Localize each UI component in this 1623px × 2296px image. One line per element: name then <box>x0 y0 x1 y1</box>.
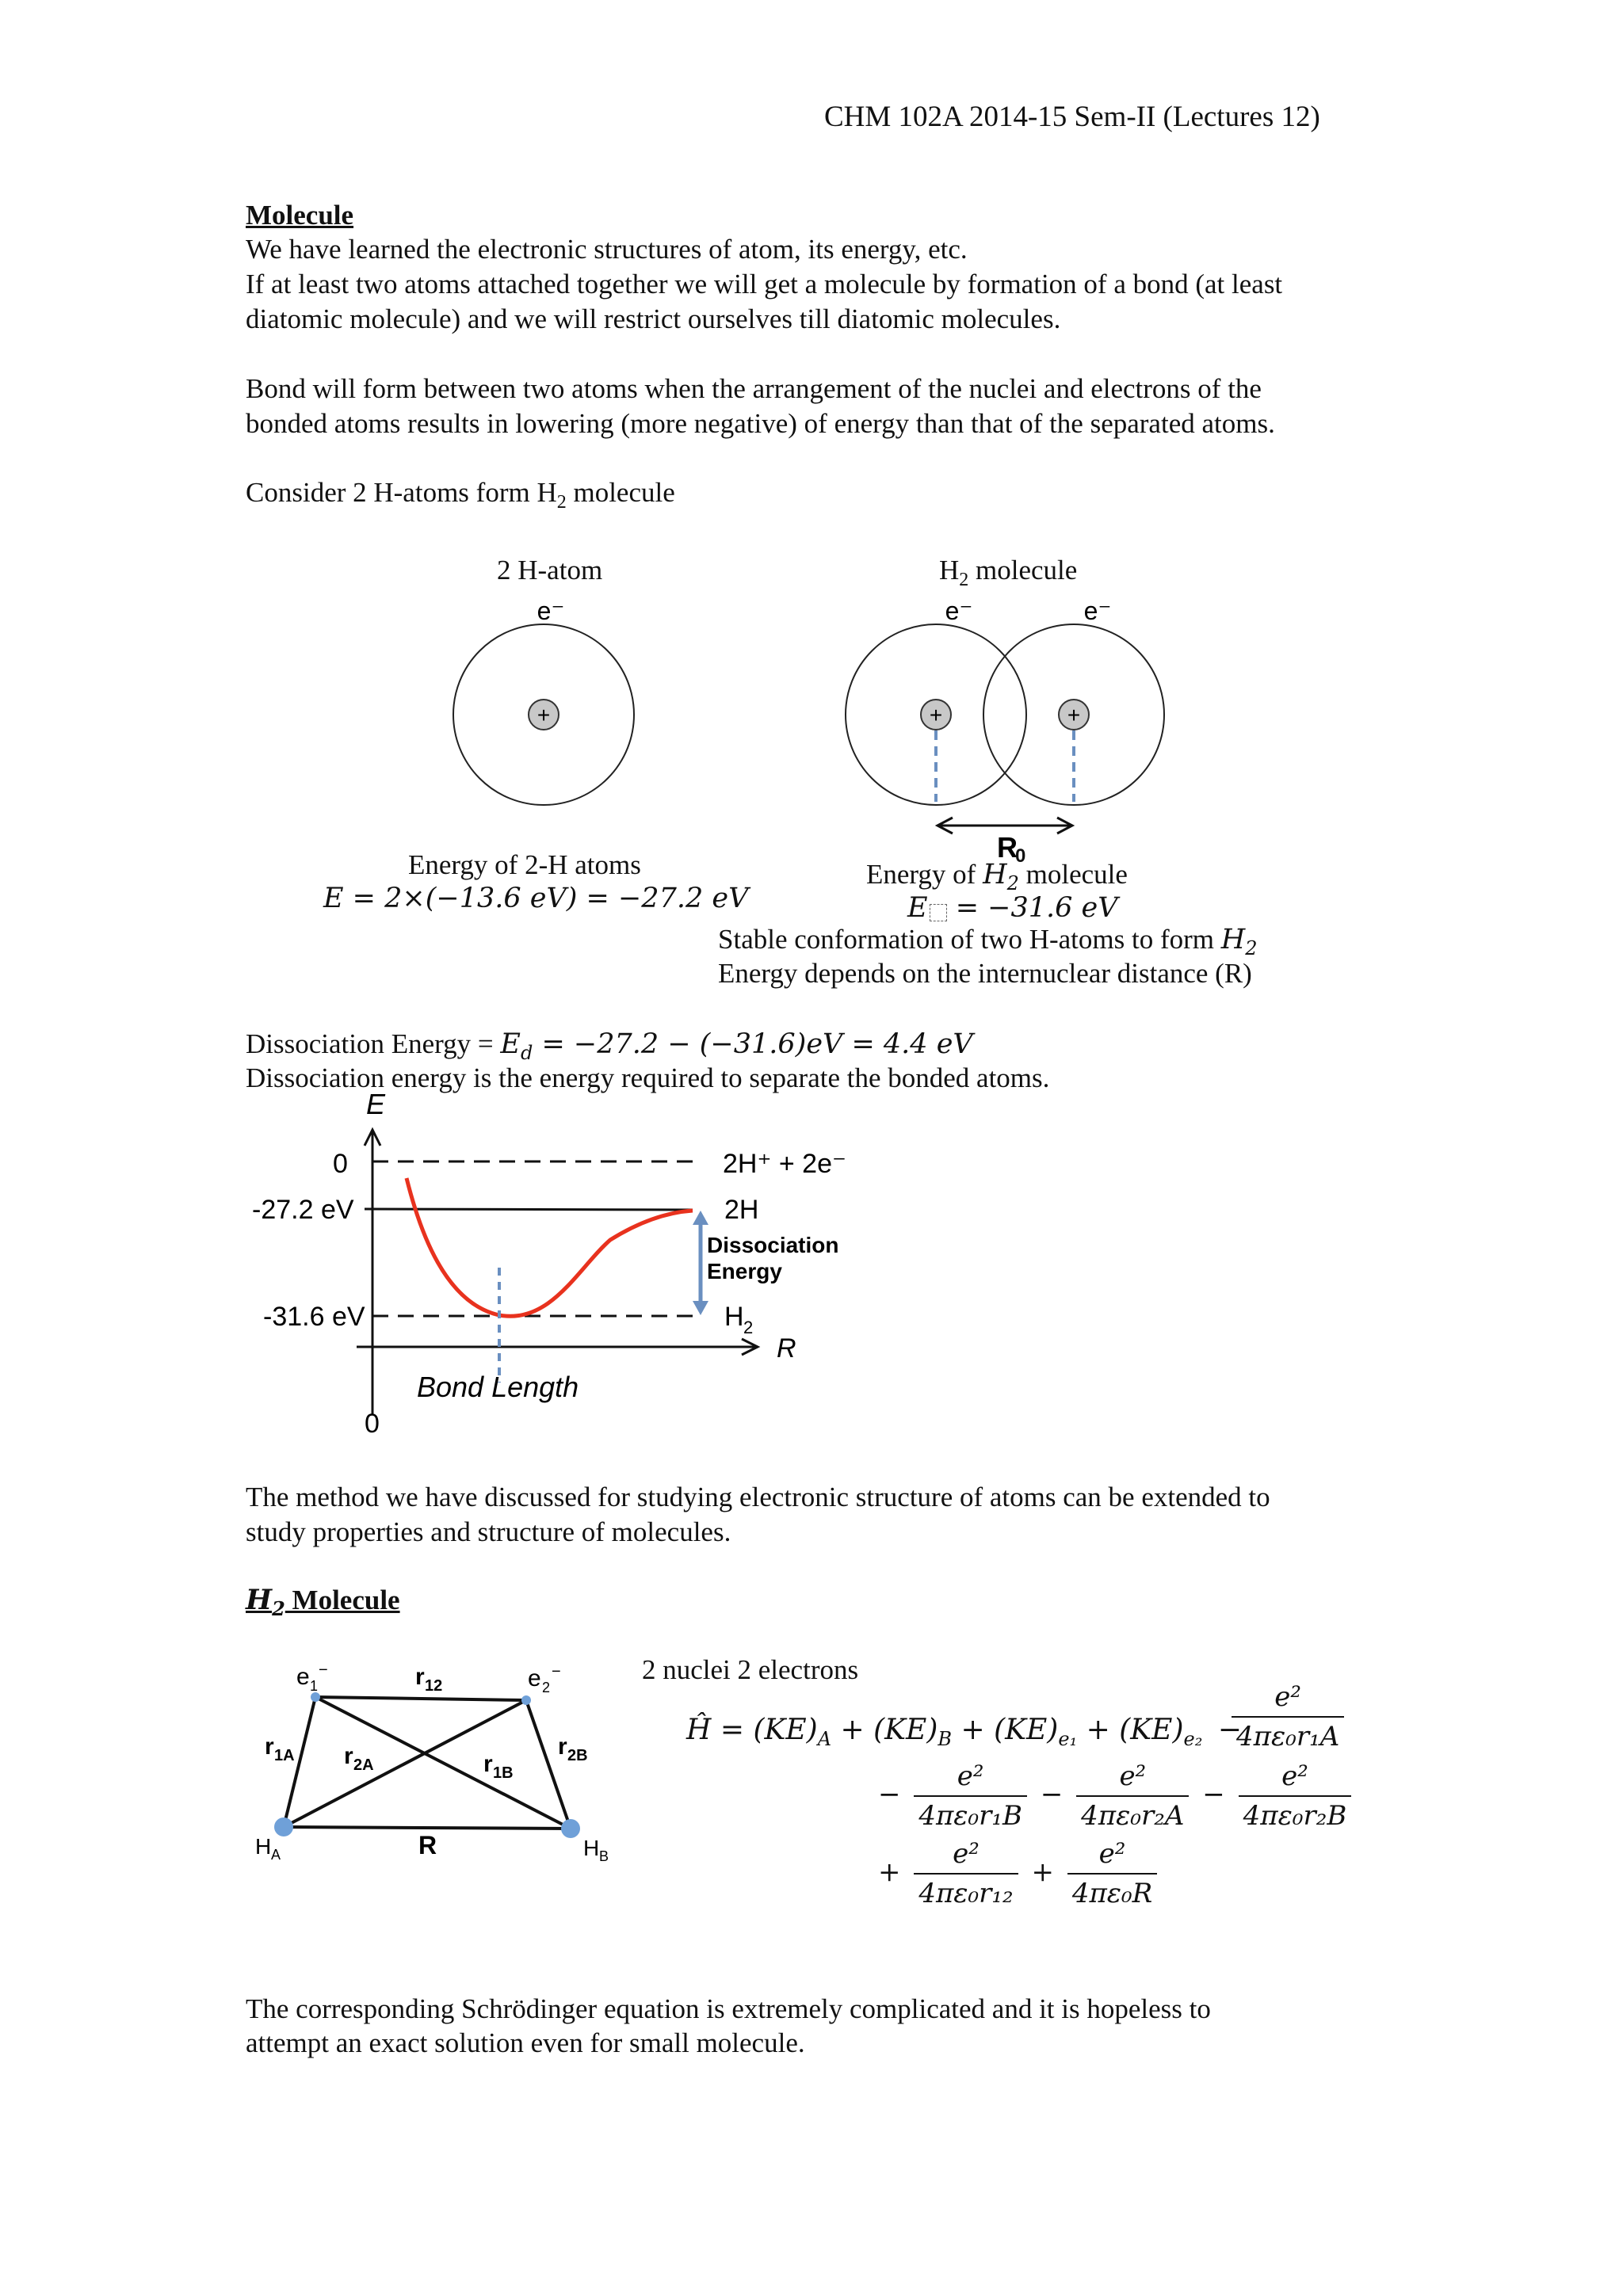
h2-electron-b: e⁻ <box>1083 597 1112 625</box>
nuclei-electrons-label: 2 nuclei 2 electrons <box>642 1654 859 1685</box>
bond-r12 <box>315 1697 526 1700</box>
label-R: R <box>418 1831 437 1859</box>
intro-line-1: We have learned the electronic structures of atom, its energy, etc. <box>246 234 968 265</box>
method-line-1: The method we have discussed for studying electronic structure of atoms can be extended to <box>246 1482 1270 1512</box>
label-2h-plus: 2H⁺ + 2e⁻ <box>723 1149 846 1179</box>
svg-text:B: B <box>599 1848 609 1864</box>
svg-text:2B: 2B <box>567 1747 588 1764</box>
svg-text:A: A <box>271 1847 281 1863</box>
x-zero-label: 0 <box>365 1409 380 1439</box>
svg-text:1: 1 <box>310 1678 319 1694</box>
label-e2: e <box>528 1665 541 1691</box>
left-nucleus-plus: + <box>537 703 551 727</box>
label-h2-sub: 2 <box>743 1318 754 1337</box>
label-r1b: r <box>483 1751 493 1777</box>
dissociation-arrow-label-2: Energy <box>707 1259 782 1283</box>
left-energy-title: Energy of 2-H atoms <box>408 849 641 880</box>
svg-text:−: − <box>319 1661 328 1679</box>
h2-nucleus-b-plus: + <box>1067 703 1081 727</box>
hamiltonian-line-1: Ĥ = $(KE)_A + (KE)_B + (KE)_{e_1} + (KE)_{e_2}$ − <box>686 1714 1242 1751</box>
method-line-2: study properties and structure of molecules. <box>246 1516 731 1547</box>
dissociation-definition: Dissociation energy is the energy required to separate the bonded atoms. <box>246 1062 1050 1093</box>
h2-section-heading: $H_2$ Molecule <box>246 1584 400 1620</box>
y-axis-label: E <box>366 1093 386 1120</box>
level-label-31: -31.6 eV <box>263 1302 365 1332</box>
label-r12: r <box>415 1664 425 1690</box>
h2-geometry-diagram <box>238 1656 650 1878</box>
right-energy-title: Energy of $H_2$ molecule <box>866 859 1128 894</box>
level-label-27: -27.2 eV <box>252 1195 354 1225</box>
h2-nucleus-a-plus: + <box>929 703 943 727</box>
nucleus-a-node <box>274 1817 293 1836</box>
closing-line-2: attempt an exact solution even for small molecule. <box>246 2027 805 2058</box>
closing-line-1: The corresponding Schrödinger equation is extremely complicated and it is hopeless to <box>246 1993 1211 2024</box>
y-zero-label: 0 <box>333 1149 348 1179</box>
course-header: CHM 102A 2014-15 Sem-II (Lectures 12) <box>824 101 1320 133</box>
svg-text:1A: 1A <box>274 1747 295 1764</box>
intro-line-2: If at least two atoms attached together we will get a molecule by formation of a bond (at least <box>246 269 1283 299</box>
r0-label: R <box>997 831 1018 864</box>
intro-line-3: diatomic molecule) and we will restrict ourselves till diatomic molecules. <box>246 303 1061 334</box>
bond-length-label: Bond Length <box>417 1371 579 1403</box>
x-axis-label: R <box>777 1333 796 1363</box>
label-2h: 2H <box>724 1195 759 1225</box>
two-h-atom-title: 2 H-atom <box>497 555 603 585</box>
energy-curve-plot <box>238 1093 872 1442</box>
label-r2b: r <box>558 1733 567 1760</box>
hamiltonian-line-2: − $\frac{\text{e²}}{\text{4πε₀r₁B}}$ − $\frac{\text{e²}}{\text{4πε₀r₂A}}$ − $\frac{\text{e²}}{\text{4πε₀r₂B}}$ <box>878 1759 1356 1833</box>
dissociation-arrow-label-1: Dissociation <box>707 1233 839 1257</box>
dissociation-energy-line: Dissociation Energy = $E_d = -27.2 - (-31.6)eV = 4.4$ eV <box>246 1028 973 1064</box>
stable-conformation-line: Stable conformation of two H-atoms to form $H_2$ <box>718 924 1258 959</box>
bond-para-line-1: Bond will form between two atoms when the arrangement of the nuclei and electrons of the <box>246 373 1262 404</box>
atoms-diagram <box>428 586 1220 864</box>
h2-electron-a: e⁻ <box>945 597 973 625</box>
section-heading-molecule: Molecule <box>246 200 354 231</box>
svg-text:−: − <box>552 1663 561 1680</box>
label-HB: H <box>583 1836 600 1860</box>
svg-text:12: 12 <box>425 1677 443 1695</box>
bond-para-line-2: bonded atoms results in lowering (more negative) of energy than that of the separated atoms. <box>246 408 1275 439</box>
label-h2: H <box>724 1302 744 1332</box>
potential-energy-curve <box>407 1178 693 1316</box>
electron-2-node <box>521 1695 531 1705</box>
nucleus-b-node <box>561 1819 580 1838</box>
svg-text:2: 2 <box>542 1680 551 1695</box>
r0-subscript: 0 <box>1015 845 1026 867</box>
h2-molecule-title: $H_2$ molecule <box>939 555 1078 590</box>
term-r1a: $\frac{\text{e²}}{\text{4πε₀r₁A}}$ <box>1227 1680 1349 1754</box>
bond-R <box>284 1827 571 1829</box>
label-e1: e <box>296 1664 310 1690</box>
right-energy-equation: E = −31.6 eV <box>907 892 1118 924</box>
label-r2a: r <box>344 1743 353 1769</box>
consider-line: Consider 2 H-atoms form $H_2$ molecule <box>246 477 675 513</box>
svg-text:1B: 1B <box>493 1764 514 1782</box>
label-HA: H <box>255 1834 272 1859</box>
left-energy-equation: E = 2×(−13.6 eV) = −27.2 eV <box>323 883 749 914</box>
label-r1a: r <box>265 1733 274 1760</box>
svg-text:2A: 2A <box>353 1756 374 1774</box>
energy-depends-line: Energy depends on the internuclear distance (R) <box>718 958 1252 989</box>
left-electron: e⁻ <box>537 597 565 625</box>
hamiltonian-line-3: + $\frac{\text{e²}}{\text{4πε₀r₁₂}}$ + $\frac{\text{e²}}{\text{4πε₀R}}$ <box>878 1836 1162 1911</box>
